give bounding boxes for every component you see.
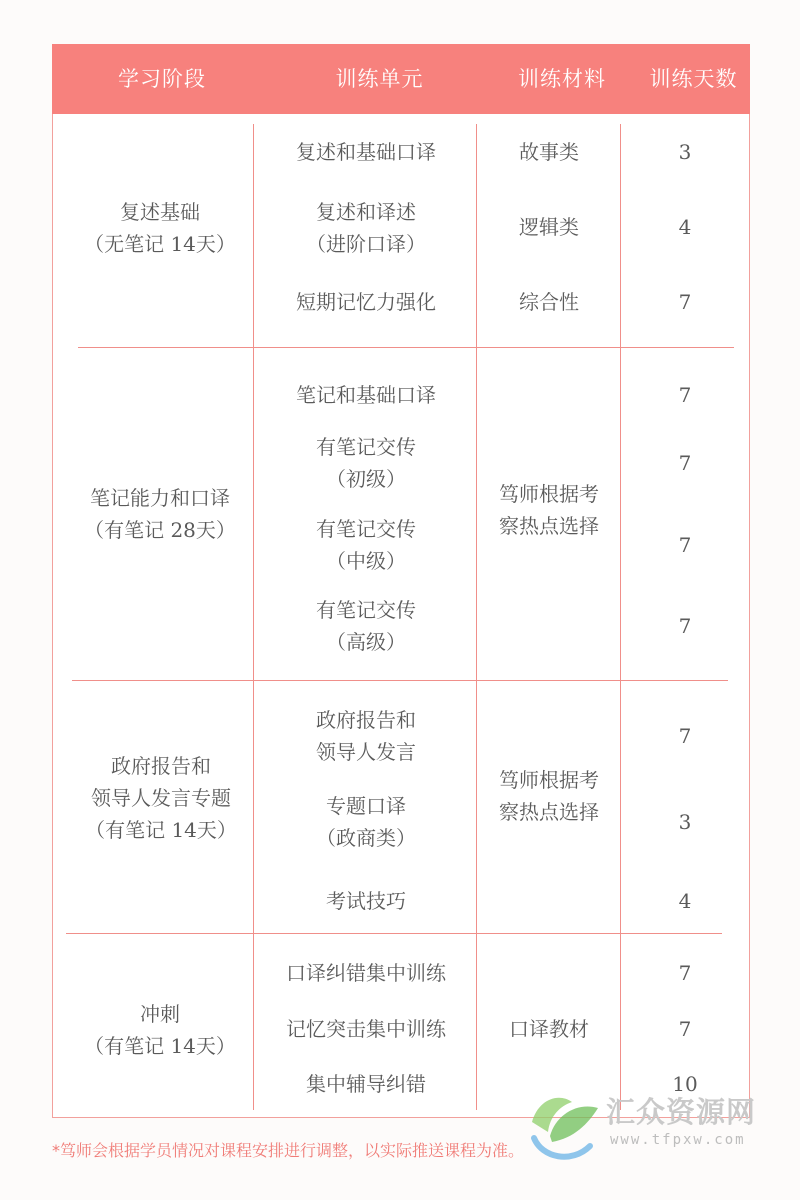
- watermark: [520, 1080, 760, 1170]
- material-cell: 笃师根据考 察热点选择: [499, 482, 599, 538]
- unit-cell: 考试技巧: [326, 889, 406, 913]
- unit-cell: 有笔记交传 （初级）: [316, 435, 416, 491]
- stage-cell: 笔记能力和口译 （有笔记 28天）: [84, 486, 236, 542]
- days-cell: 7: [678, 614, 692, 638]
- days-cell: 4: [678, 215, 692, 239]
- days-cell: 7: [678, 383, 692, 407]
- divider-vertical: [253, 124, 254, 1110]
- unit-cell: 口译纠错集中训练: [286, 961, 446, 985]
- leaf-logo-icon: [520, 1080, 610, 1170]
- unit-cell: 集中辅导纠错: [306, 1072, 426, 1096]
- header-stage: 学习阶段: [118, 67, 206, 91]
- material-cell: 综合性: [519, 290, 579, 314]
- header-days: 训练天数: [649, 67, 738, 91]
- unit-cell: 政府报告和 领导人发言: [316, 708, 416, 764]
- header-material: 训练材料: [518, 67, 606, 91]
- divider-horizontal: [66, 933, 722, 934]
- days-cell: 4: [678, 889, 692, 913]
- material-cell: 笃师根据考 察热点选择: [499, 768, 599, 824]
- unit-cell: 有笔记交传 （中级）: [316, 517, 416, 573]
- footnote: *笃师会根据学员情况对课程安排进行调整，以实际推送课程为准。: [52, 1141, 525, 1160]
- divider-horizontal: [78, 347, 734, 348]
- divider-vertical: [476, 124, 477, 1110]
- unit-cell: 有笔记交传 （高级）: [316, 598, 416, 654]
- days-cell: 7: [678, 1017, 692, 1041]
- material-cell: 逻辑类: [519, 215, 579, 239]
- unit-cell: 记忆突击集中训练: [286, 1017, 446, 1041]
- stage-cell: 政府报告和 领导人发言专题 （有笔记 14天）: [85, 754, 237, 842]
- days-cell: 7: [678, 533, 692, 557]
- divider-horizontal: [72, 680, 728, 681]
- unit-cell: 复述和基础口译: [296, 140, 436, 164]
- watermark-title: 汇众资源网: [606, 1095, 757, 1129]
- table-header: [52, 44, 750, 114]
- material-cell: 口译教材: [509, 1017, 589, 1041]
- stage-cell: 冲刺 （有笔记 14天）: [84, 1002, 236, 1058]
- days-cell: 7: [678, 290, 692, 314]
- watermark-url: www.tfpxw.com: [610, 1132, 746, 1148]
- unit-cell: 笔记和基础口译: [296, 383, 436, 407]
- days-cell: 7: [678, 961, 692, 985]
- unit-cell: 复述和译述 （进阶口译）: [306, 200, 426, 256]
- days-cell: 3: [678, 140, 692, 164]
- days-cell: 10: [672, 1072, 698, 1096]
- material-cell: 故事类: [519, 140, 579, 164]
- days-cell: 7: [678, 724, 692, 748]
- days-cell: 3: [678, 810, 692, 834]
- stage-cell: 复述基础 （无笔记 14天）: [84, 200, 236, 256]
- divider-vertical: [620, 124, 621, 1110]
- header-unit: 训练单元: [335, 67, 424, 91]
- unit-cell: 短期记忆力强化: [296, 290, 436, 314]
- days-cell: 7: [678, 451, 692, 475]
- unit-cell: 专题口译 （政商类）: [316, 794, 416, 850]
